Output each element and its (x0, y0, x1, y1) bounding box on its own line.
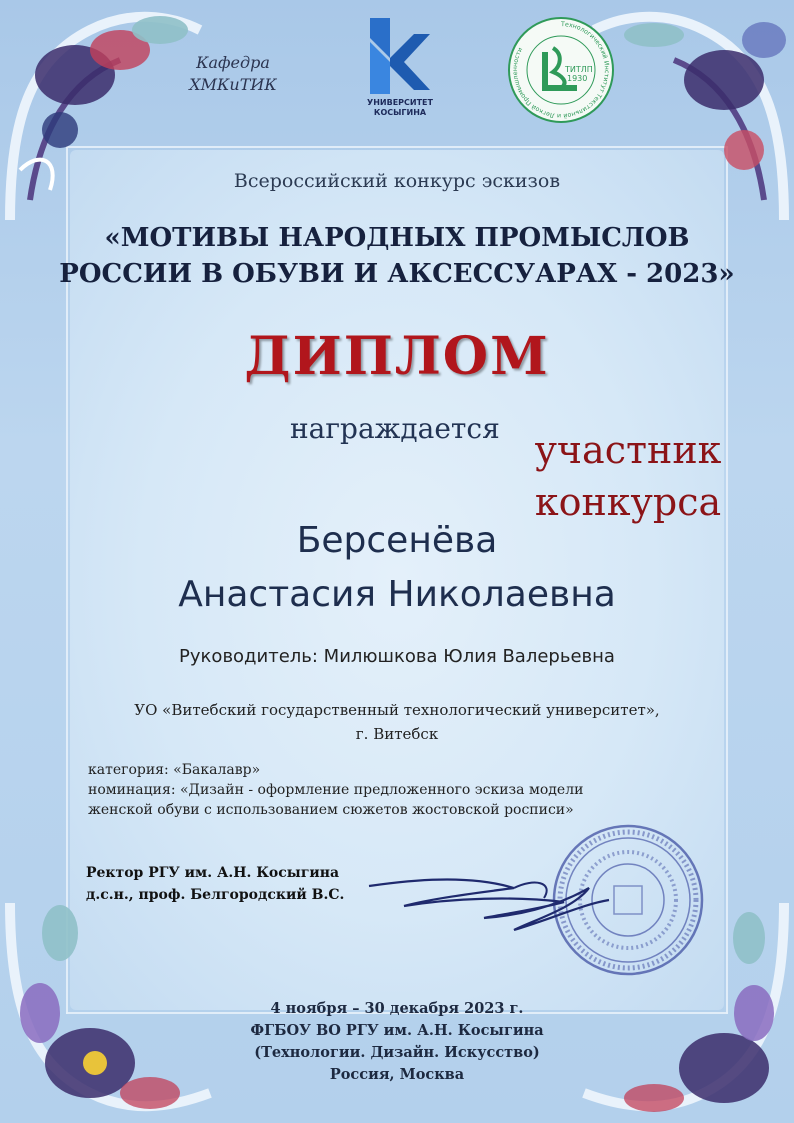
organization-city: г. Витебск (355, 725, 439, 743)
category-nomination (88, 760, 728, 820)
footer-place: Россия, Москва (329, 1066, 465, 1083)
nomination-line2: женской обуви с использованием сюжетов жостовской росписи» (88, 802, 574, 818)
participant-status-line1: участник (534, 428, 722, 472)
supervisor-line: Руководитель: Милюшкова Юлия Валерьевна (179, 646, 615, 667)
svg-text:ТИТЛП: ТИТЛП (565, 65, 593, 74)
institute-logo (505, 14, 617, 126)
department-label-line2: ХМКиТИК (189, 75, 277, 94)
contest-title-line1: «МОТИВЫ НАРОДНЫХ ПРОМЫСЛОВ (104, 223, 690, 253)
rector-name: д.с.н., проф. Белгородский В.С. (86, 887, 345, 903)
rector-title: Ректор РГУ им. А.Н. Косыгина (86, 865, 340, 881)
svg-text:1930: 1930 (567, 74, 588, 83)
footer-slogan: (Технологии. Дизайн. Искусство) (254, 1044, 540, 1061)
diploma-heading: ДИПЛОМ (244, 326, 550, 387)
department-label (168, 52, 298, 96)
rector-signature (364, 858, 614, 938)
organization (60, 698, 734, 746)
university-logo-text-line1: УНИВЕРСИТЕТ (367, 98, 433, 107)
participant-status (518, 424, 738, 528)
footer (0, 998, 794, 1086)
ornament-corner-top-left (0, 0, 230, 230)
awarded-label: награждается (290, 412, 500, 445)
recipient-name (0, 514, 794, 622)
nomination-line1: номинация: «Дизайн - оформление предложенного эскиза модели (88, 782, 584, 798)
recipient-surname: Берсенёва (296, 520, 498, 561)
contest-subtitle: Всероссийский конкурс эскизов (233, 170, 561, 192)
category-line: категория: «Бакалавр» (88, 762, 261, 778)
recipient-given-names: Анастасия Николаевна (178, 574, 616, 615)
participant-status-line2: конкурса (534, 480, 722, 524)
organization-name: УО «Витебский государственный технологический университет», (134, 701, 660, 719)
footer-organization: ФГБОУ ВО РГУ им. А.Н. Косыгина (250, 1022, 544, 1039)
contest-title-line2: РОССИИ В ОБУВИ И АКСЕССУАРАХ - 2023» (59, 259, 735, 289)
svg-text:Технологический Институт Текст: Технологический Институт Текстильной и Легкой Промышленности (511, 20, 610, 120)
department-label-line1: Кафедра (196, 53, 270, 72)
rector-block (86, 862, 386, 906)
university-logo-text-line2: КОСЫГИНА (373, 108, 427, 117)
university-logo-text (350, 98, 450, 118)
contest-title (40, 220, 754, 292)
footer-dates: 4 ноября – 30 декабря 2023 г. (270, 1000, 524, 1017)
